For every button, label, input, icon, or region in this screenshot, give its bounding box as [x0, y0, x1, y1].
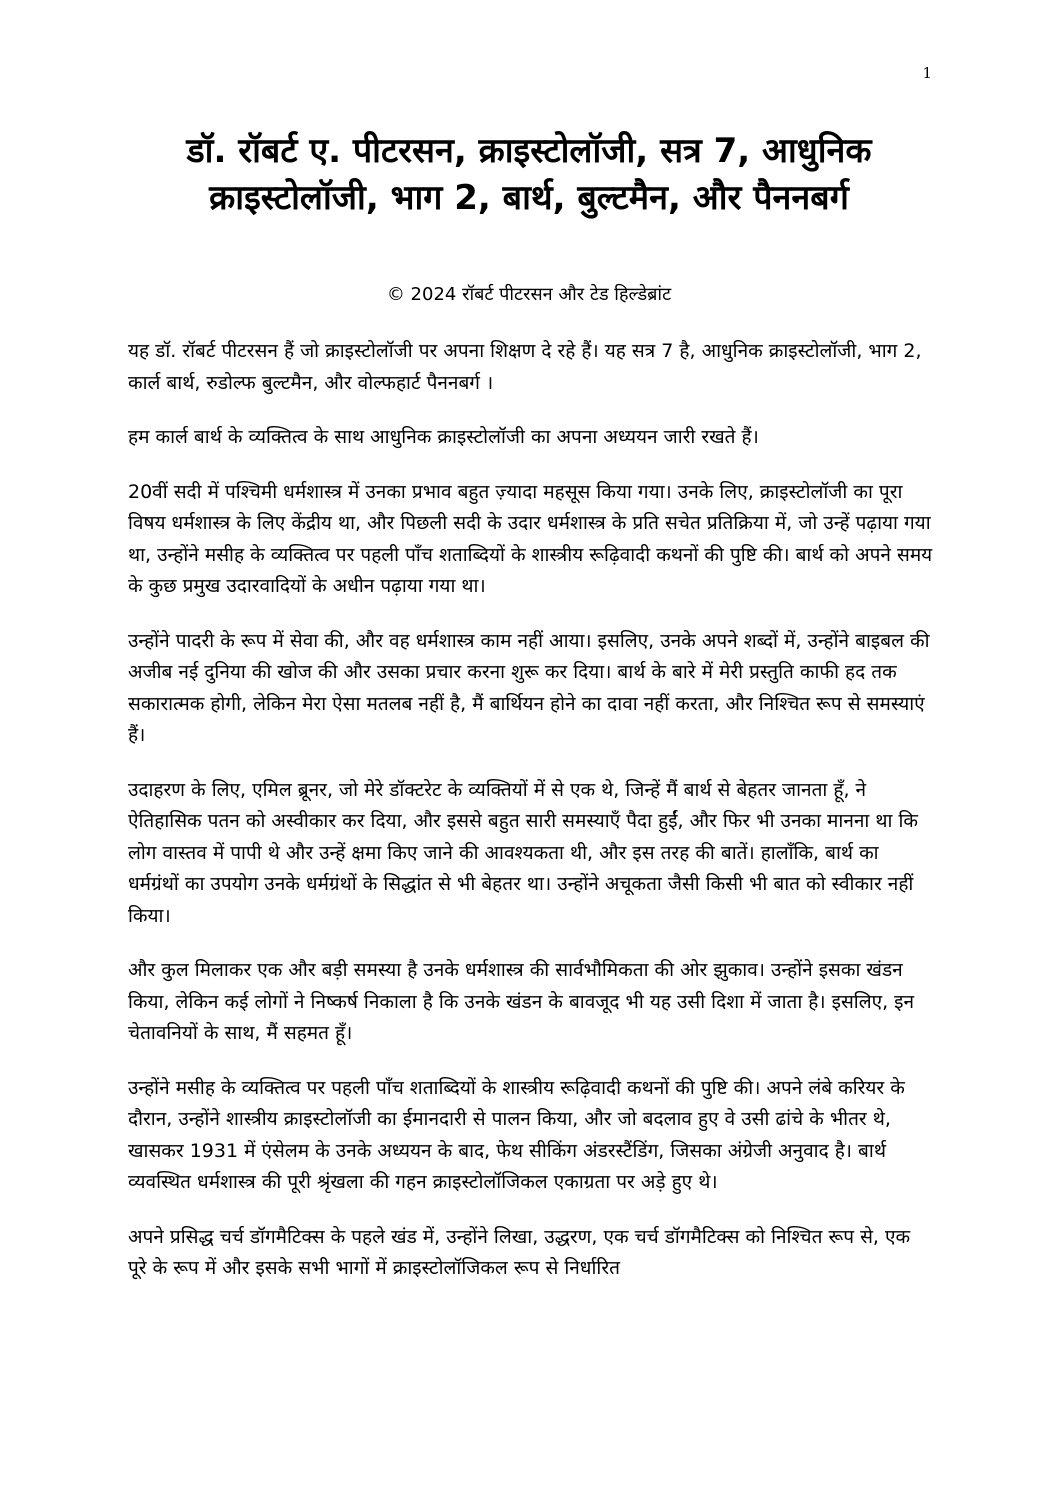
paragraph: हम कार्ल बार्थ के व्यक्तित्व के साथ आधुनिक क्राइस्टोलॉजी का अपना अध्ययन जारी रखते हैं।: [128, 426, 759, 448]
paragraph: उन्होंने मसीह के व्यक्तित्व पर पहली पाँच शताब्दियों के शास्त्रीय रूढ़िवादी कथनों की पुष्टि की। अपने लंबे करियर के दौरान, उन्होंने शास्त्रीय क्राइस्टोलॉजी का ईमानदारी से पालन किया, और जो बदलाव हुए वे उसी ढांचे के भीतर थे, खासकर 1931 में एंसेलम के उनके अध्ययन के बाद, फेथ सीकिंग अंडरस्टैंडिंग, जिसका अंग्रेजी अनुवाद है। बार्थ व्यवस्थित धर्मशास्त्र की पूरी श्रृंखला की गहन क्राइस्टोलॉजिकल एकाग्रता पर अड़े हुए थे।: [128, 1076, 905, 1193]
document-title: डॉ. रॉबर्ट ए. पीटरसन, क्राइस्टोलॉजी, सत्र 7, आधुनिक क्राइस्टोलॉजी, भाग 2, बार्थ, बुल्टमैन, और पैननबर्ग: [186, 131, 872, 218]
paragraph: अपने प्रसिद्ध चर्च डॉगमैटिक्स के पहले खंड में, उन्होंने लिखा, उद्धरण, एक चर्च डॉगमैटिक्स को निश्चित रूप से, एक पूरे के रूप में और इसके सभी भागों में क्राइस्टोलॉजिकल रूप से निर्धारित: [128, 1225, 911, 1279]
document-body: [128, 336, 933, 1308]
paragraph: उन्होंने पादरी के रूप में सेवा की, और वह धर्मशास्त्र काम नहीं आया। इसलिए, उनके अपने शब्दों में, उन्होंने बाइबल की अजीब नई दुनिया की खोज की और उसका प्रचार करना शुरू कर दिया। बार्थ के बारे में मेरी प्रस्तुति काफी हद तक सकारात्मक होगी, लेकिन मेरा ऐसा मतलब नहीं है, मैं बार्थियन होने का दावा नहीं करता, और निश्चित रूप से समस्याएं हैं।: [128, 629, 930, 746]
page-number: 1: [922, 64, 932, 82]
paragraph: उदाहरण के लिए, एमिल ब्रूनर, जो मेरे डॉक्टरेट के व्यक्तियों में से एक थे, जिन्हें मैं बार्थ से बेहतर जानता हूँ, ने ऐतिहासिक पतन को अस्वीकार कर दिया, और इससे बहुत सारी समस्याएँ पैदा हुईं, और फिर भी उनका मानना था कि लोग वास्तव में पापी थे और उन्हें क्षमा किए जाने की आवश्यकता थी, और इस तरह की बातें। हालाँकि, बार्थ का धर्मग्रंथों का उपयोग उनके धर्मग्रंथों के सिद्धांत से भी बेहतर था। उन्होंने अचूकता जैसी किसी भी बात को स्वीकार नहीं किया।: [128, 778, 919, 927]
paragraph: 20वीं सदी में पश्चिमी धर्मशास्त्र में उनका प्रभाव बहुत ज़्यादा महसूस किया गया। उनके लिए, क्राइस्टोलॉजी का पूरा विषय धर्मशास्त्र के लिए केंद्रीय था, और पिछली सदी के उदार धर्मशास्त्र के प्रति सचेत प्रतिक्रिया में, जो उन्हें पढ़ाया गया था, उन्होंने मसीह के व्यक्तित्व पर पहली पाँच शताब्दियों के शास्त्रीय रूढ़िवादी कथनों की पुष्टि की। बार्थ को अपने समय के कुछ प्रमुख उदारवादियों के अधीन पढ़ाया गया था।: [128, 480, 933, 597]
copyright-line: © 2024 रॉबर्ट पीटरसन और टेड हिल्डेब्रांट: [386, 284, 672, 305]
paragraph: और कुल मिलाकर एक और बड़ी समस्या है उनके धर्मशास्त्र की सार्वभौमिकता की ओर झुकाव। उन्होंने इसका खंडन किया, लेकिन कई लोगों ने निष्कर्ष निकाला है कि उनके खंडन के बावजूद भी यह उसी दिशा में जाता है। इसलिए, इन चेतावनियों के साथ, मैं सहमत हूँ।: [128, 959, 915, 1044]
paragraph: यह डॉ. रॉबर्ट पीटरसन हैं जो क्राइस्टोलॉजी पर अपना शिक्षण दे रहे हैं। यह सत्र 7 है, आधुनिक क्राइस्टोलॉजी, भाग 2, कार्ल बार्थ, रुडोल्फ बुल्टमैन, और वोल्फहार्ट पैननबर्ग ।: [128, 340, 922, 394]
